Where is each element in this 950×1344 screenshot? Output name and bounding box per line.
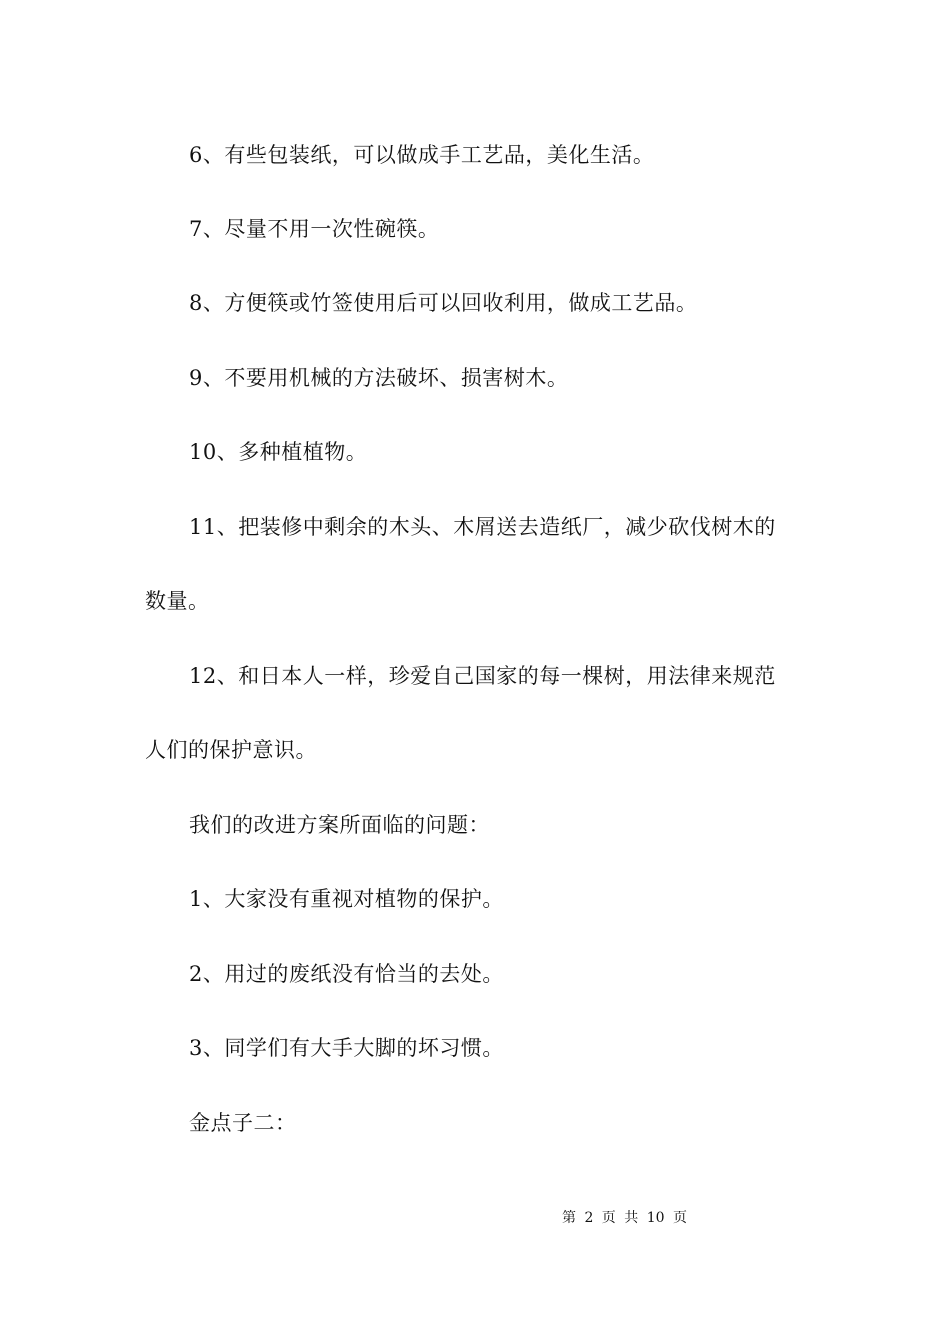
section-heading-idea-two: 金点子二： bbox=[189, 1111, 297, 1135]
paragraph-item-11-continued: 数量。 bbox=[145, 589, 210, 613]
paragraph-item-11: 11、把装修中剩余的木头、木屑送去造纸厂，减少砍伐树木的 bbox=[189, 515, 776, 539]
paragraph-item-6: 6、有些包装纸，可以做成手工艺品，美化生活。 bbox=[189, 143, 655, 167]
paragraph-item-8: 8、方便筷或竹签使用后可以回收利用，做成工艺品。 bbox=[189, 291, 698, 315]
page-number-footer: 第 2 页 共 10 页 bbox=[562, 1210, 687, 1226]
paragraph-item-7: 7、尽量不用一次性碗筷。 bbox=[189, 217, 440, 241]
paragraph-item-10: 10、多种植植物。 bbox=[189, 440, 368, 464]
problem-item-3: 3、同学们有大手大脚的坏习惯。 bbox=[189, 1036, 504, 1060]
problem-item-2: 2、用过的废纸没有恰当的去处。 bbox=[189, 962, 504, 986]
section-heading-problems: 我们的改进方案所面临的问题： bbox=[189, 813, 490, 837]
paragraph-item-9: 9、不要用机械的方法破坏、损害树木。 bbox=[189, 366, 569, 390]
paragraph-item-12-continued: 人们的保护意识。 bbox=[145, 738, 317, 762]
problem-item-1: 1、大家没有重视对植物的保护。 bbox=[189, 887, 504, 911]
paragraph-item-12: 12、和日本人一样，珍爱自己国家的每一棵树，用法律来规范 bbox=[189, 664, 776, 688]
